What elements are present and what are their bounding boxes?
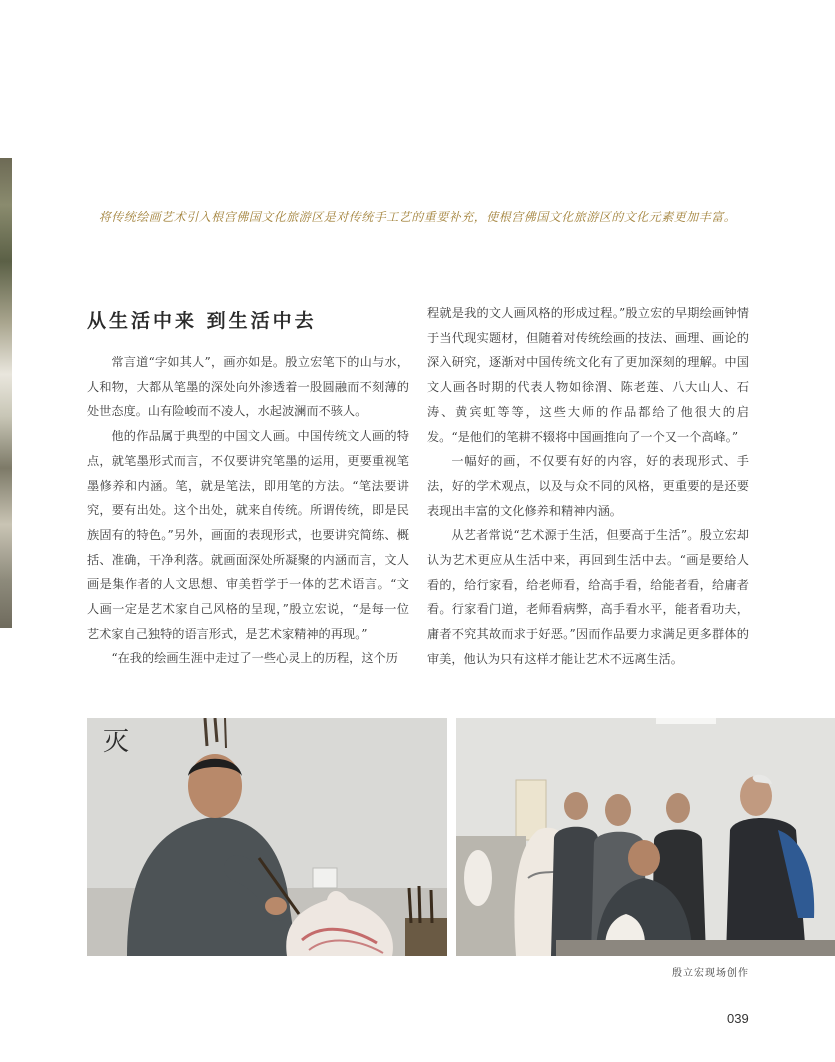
section-title: 从生活中来 到生活中去 (87, 310, 317, 332)
paragraph: 一幅好的画，不仅要有好的内容，好的表现形式、手法，好的学术观点，以及与众不同的风格，更重要的是还要表现出丰富的文化修养和精神内涵。 (427, 454, 749, 518)
paragraph: 常言道“字如其人”，画亦如是。殷立宏笔下的山与水，人和物，大都从笔墨的深处向外渗透着一股圆融而不刻薄的处世态度。山有险峻而不凌人，水起波澜而不骇人。 (87, 355, 409, 419)
left-text-column (87, 350, 409, 671)
page-number: 039 (727, 1011, 749, 1026)
calligraphy-character: 灭 (103, 727, 130, 757)
right-text-column (427, 301, 749, 672)
photo-group-illustration (456, 718, 835, 956)
photo-artist-painting-vase (87, 718, 447, 956)
paragraph: 他的作品属于典型的中国文人画。中国传统文人画的特点，就笔墨形式而言，不仅要讲究笔墨的运用，更要重视笔墨修养和内涵。笔，就是笔法，即用笔的方法。“笔法要讲究，要有出处。这个出处，就来自传统。所谓传统，即是民族固有的特色。”另外，画面的表现形式，也要讲究简练、概括、准确，干净利落。就画面深处所凝聚的内涵而言，文人画是集作者的人文思想、审美哲学于一体的艺术语言。“文人画一定是艺术家自己风格的呈现，”殷立宏说，“是每一位艺术家自己独特的语言形式，是艺术家精神的再现。” (87, 429, 409, 641)
paragraph: “在我的绘画生涯中走过了一些心灵上的历程，这个历 (111, 651, 398, 666)
photo-artist-illustration (87, 718, 447, 956)
article-subtitle: 将传统绘画艺术引入根宫佛国文化旅游区是对传统手工艺的重要补充，使根宫佛国文化旅游区的文化元素更加丰富。 (98, 210, 737, 224)
edge-photo-strip (0, 158, 12, 628)
paragraph: 从艺者常说“艺术源于生活，但要高于生活”。殷立宏却认为艺术更应从生活中来，再回到生活中去。“画是要给人看的，给行家看，给老师看，给高手看，给能者看，给庸者看。行家看门道，老师看病弊，高手看水平，能者看功夫，庸者不究其故而求于好恶。”因而作品要力求满足更多群体的审美，他认为只有这样才能让艺术不远离生活。 (427, 528, 749, 666)
photo-group-watching-artist (456, 718, 835, 956)
paragraph: 程就是我的文人画风格的形成过程。”殷立宏的早期绘画钟情于当代现实题材，但随着对传统绘画的技法、画理、画论的深入研究，逐渐对中国传统文化有了更加深刻的理解。中国文人画各时期的代表人物如徐渭、陈老莲、八大山人、石涛、黄宾虹等等，这些大师的作品都给了他很大的启发。“是他们的笔耕不辍将中国画推向了一个又一个高峰。” (427, 306, 749, 444)
photo-caption: 殷立宏现场创作 (672, 968, 749, 979)
